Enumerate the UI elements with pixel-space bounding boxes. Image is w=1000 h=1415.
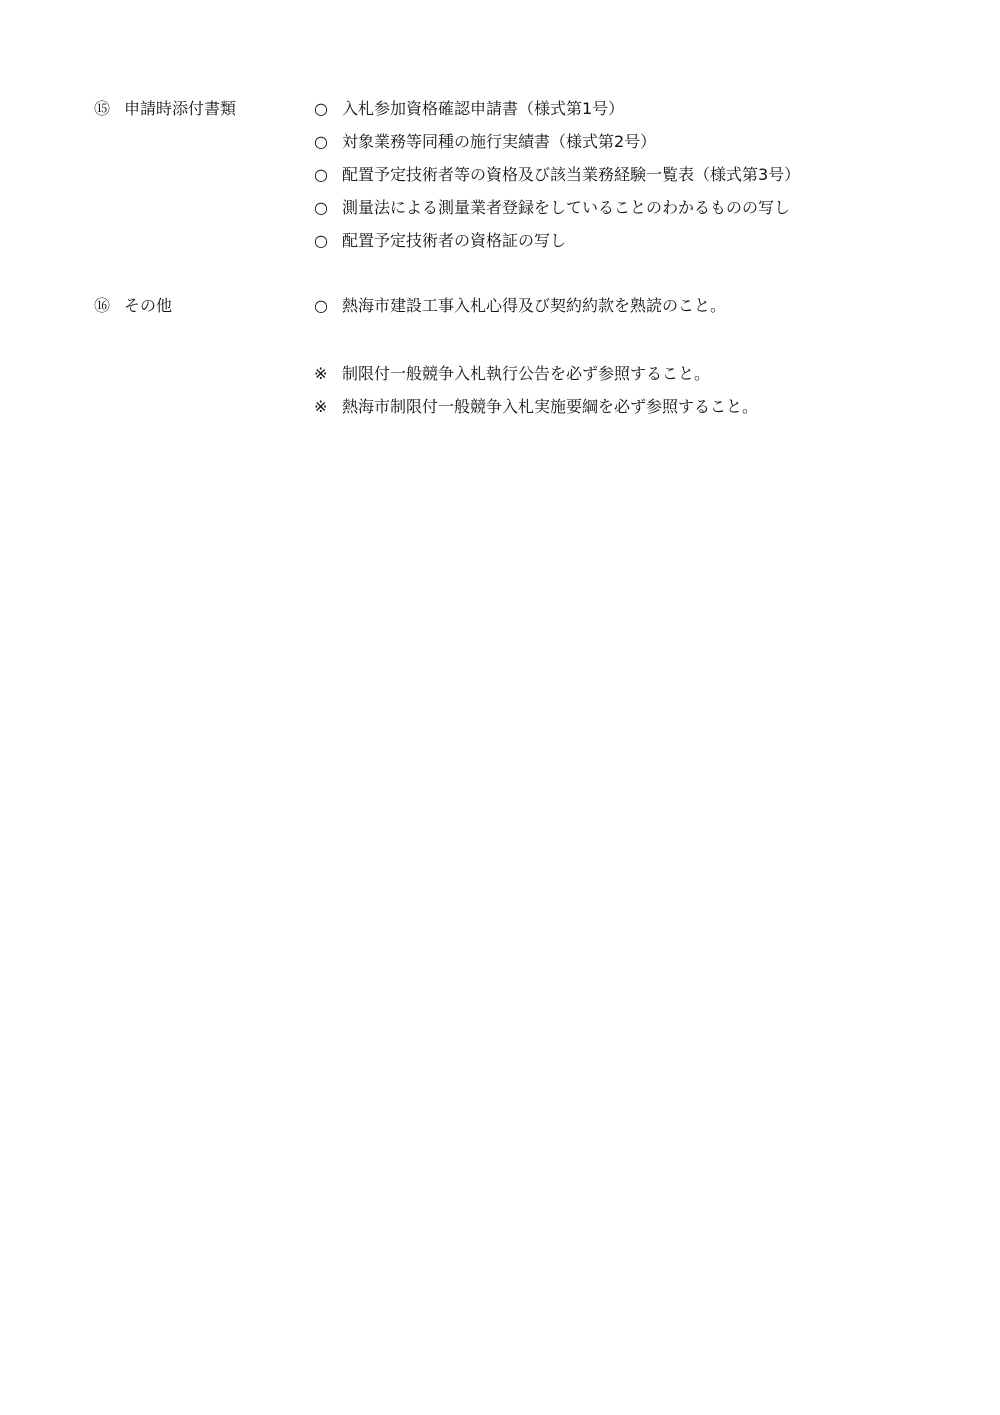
circle-bullet: ○ — [314, 165, 328, 184]
note-text: 制限付一般競争入札執行公告を必ず参照すること。 — [342, 364, 711, 383]
note-item — [314, 363, 954, 396]
section-number: ⑮ — [94, 99, 111, 118]
list-item — [314, 164, 954, 197]
note-item — [314, 396, 954, 429]
list-item-text: 入札参加資格確認申請書（様式第1号） — [342, 99, 625, 118]
circle-bullet: ○ — [314, 99, 328, 118]
section-title: その他 — [124, 296, 173, 315]
circle-bullet: ○ — [314, 296, 328, 315]
reference-mark: ※ — [314, 397, 328, 416]
circle-bullet: ○ — [314, 231, 328, 250]
other-list — [314, 295, 954, 328]
reference-mark: ※ — [314, 364, 328, 383]
list-item — [314, 131, 954, 164]
section-title: 申請時添付書類 — [124, 99, 237, 118]
list-item-text: 配置予定技術者等の資格及び該当業務経験一覧表（様式第3号） — [342, 165, 801, 184]
list-item — [314, 197, 954, 230]
list-item-text: 測量法による測量業者登録をしていることのわかるものの写し — [342, 198, 791, 217]
note-text: 熱海市制限付一般競争入札実施要綱を必ず参照すること。 — [342, 397, 759, 416]
section-heading — [94, 98, 236, 120]
list-item — [314, 230, 954, 263]
list-item — [314, 98, 954, 131]
notes-list — [314, 363, 954, 429]
list-item-text: 配置予定技術者の資格証の写し — [342, 231, 567, 250]
list-item — [314, 295, 954, 328]
circle-bullet: ○ — [314, 198, 328, 217]
circle-bullet: ○ — [314, 132, 328, 151]
attachment-list — [314, 98, 954, 263]
list-item-text: 対象業務等同種の施行実績書（様式第2号） — [342, 132, 657, 151]
section-number: ⑯ — [94, 296, 111, 315]
section-heading — [94, 295, 172, 317]
list-item-text: 熱海市建設工事入札心得及び契約約款を熟読のこと。 — [342, 296, 727, 315]
